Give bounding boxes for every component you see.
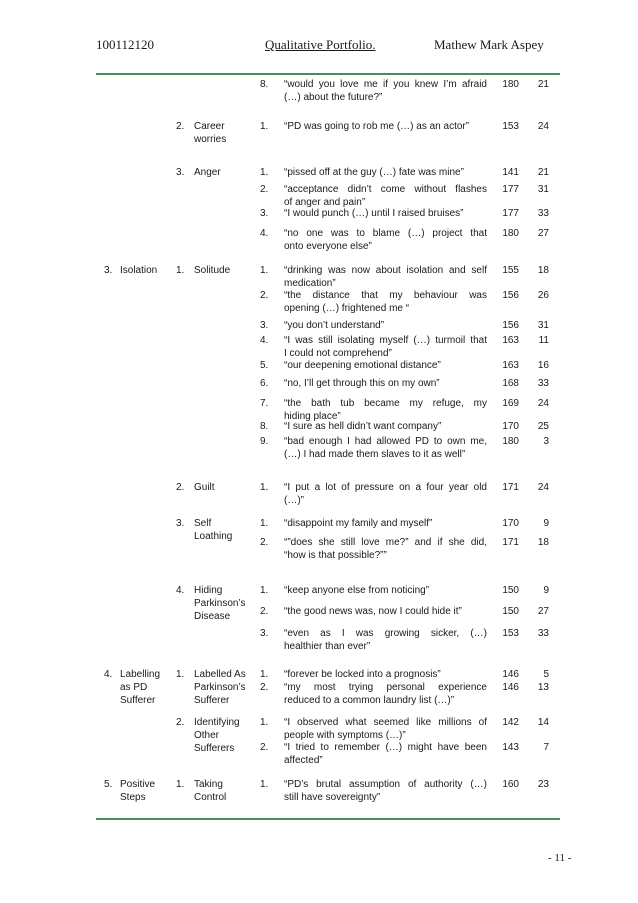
quote-text: hiding place” bbox=[284, 411, 341, 422]
theme-label: Steps bbox=[120, 792, 146, 803]
page-reference: 153 bbox=[502, 121, 519, 132]
quote-number: 1. bbox=[260, 518, 269, 529]
quote-number: 7. bbox=[260, 398, 269, 409]
subtheme-number: 1. bbox=[176, 779, 185, 790]
top-divider bbox=[96, 73, 560, 75]
quote-text: “acceptance didn’t come without flashes bbox=[284, 184, 487, 195]
subtheme-label: worries bbox=[194, 134, 227, 145]
quote-text: “you don’t understand” bbox=[284, 320, 385, 331]
quote-text: “the distance that my behaviour was bbox=[284, 290, 487, 301]
quote-text: “drinking was now about isolation and self bbox=[284, 265, 487, 276]
page-reference: 153 bbox=[502, 628, 519, 639]
quote-text: onto everyone else” bbox=[284, 241, 372, 252]
line-reference: 33 bbox=[537, 628, 549, 639]
line-reference: 16 bbox=[537, 360, 549, 371]
quote-text: of anger and pain” bbox=[284, 197, 366, 208]
quote-text: medication” bbox=[284, 278, 336, 289]
subtheme-label: Sufferer bbox=[194, 695, 230, 706]
quote-text: “pissed off at the guy (…) fate was mine” bbox=[284, 167, 464, 178]
line-reference: 25 bbox=[537, 421, 549, 432]
theme-label: Positive bbox=[120, 779, 156, 790]
subtheme-number: 1. bbox=[176, 669, 185, 680]
quote-text: “even as I was growing sicker, (…) bbox=[284, 628, 487, 639]
page-reference: 150 bbox=[502, 606, 519, 617]
page-reference: 170 bbox=[502, 421, 519, 432]
page-reference: 163 bbox=[502, 360, 519, 371]
subtheme-label: Taking bbox=[194, 779, 223, 790]
quote-text: still have sovereignty” bbox=[284, 792, 381, 803]
quote-number: 2. bbox=[260, 682, 269, 693]
line-reference: 31 bbox=[537, 320, 549, 331]
quote-text: “keep anyone else from noticing” bbox=[284, 585, 430, 596]
quote-number: 1. bbox=[260, 669, 269, 680]
line-reference: 18 bbox=[537, 265, 549, 276]
page-reference: 146 bbox=[502, 669, 519, 680]
subtheme-label: Sufferers bbox=[194, 743, 235, 754]
page-reference: 177 bbox=[502, 208, 519, 219]
page-reference: 160 bbox=[502, 779, 519, 790]
subtheme-label: Hiding bbox=[194, 585, 223, 596]
quote-text: “I put a lot of pressure on a four year old bbox=[284, 482, 487, 493]
page-reference: 142 bbox=[502, 717, 519, 728]
quote-number: 2. bbox=[260, 537, 269, 548]
subtheme-label: Anger bbox=[194, 167, 221, 178]
quote-text: “forever be locked into a prognosis” bbox=[284, 669, 441, 680]
quote-text: “disappoint my family and myself” bbox=[284, 518, 433, 529]
quote-text: “PD’s brutal assumption of authority (…) bbox=[284, 779, 487, 790]
line-reference: 26 bbox=[537, 290, 549, 301]
page-reference: 146 bbox=[502, 682, 519, 693]
theme-label: Isolation bbox=[120, 265, 158, 276]
line-reference: 23 bbox=[537, 779, 549, 790]
page-reference: 141 bbox=[502, 167, 519, 178]
quote-number: 3. bbox=[260, 208, 269, 219]
subtheme-label: Other bbox=[194, 730, 220, 741]
quote-text: “I was still isolating myself (…) turmoil that bbox=[284, 335, 487, 346]
subtheme-number: 2. bbox=[176, 121, 185, 132]
subtheme-number: 4. bbox=[176, 585, 185, 596]
page-reference: 170 bbox=[502, 518, 519, 529]
quote-text: “would you love me if you knew I’m afraid bbox=[284, 79, 487, 90]
quote-number: 3. bbox=[260, 628, 269, 639]
quote-number: 1. bbox=[260, 585, 269, 596]
quote-text: (…) I had made them slaves to it as well” bbox=[284, 449, 466, 460]
line-reference: 3 bbox=[543, 436, 549, 447]
subtheme-label: Solitude bbox=[194, 265, 231, 276]
line-reference: 33 bbox=[537, 378, 549, 389]
page-reference: 177 bbox=[502, 184, 519, 195]
page-reference: 171 bbox=[502, 482, 519, 493]
page-reference: 163 bbox=[502, 335, 519, 346]
page-reference: 156 bbox=[502, 290, 519, 301]
quote-text: “the good news was, now I could hide it” bbox=[284, 606, 462, 617]
line-reference: 7 bbox=[543, 742, 549, 753]
theme-label: Sufferer bbox=[120, 695, 156, 706]
quote-number: 2. bbox=[260, 290, 269, 301]
subtheme-label: Parkinson’s bbox=[194, 682, 246, 693]
line-reference: 27 bbox=[537, 606, 549, 617]
subtheme-number: 3. bbox=[176, 167, 185, 178]
quote-text: opening (…) frightened me “ bbox=[284, 303, 410, 314]
subtheme-label: Parkinson’s bbox=[194, 598, 246, 609]
subtheme-label: Disease bbox=[194, 611, 231, 622]
line-reference: 24 bbox=[537, 398, 549, 409]
subtheme-label: Control bbox=[194, 792, 227, 803]
quote-text: (…) about the future?” bbox=[284, 92, 383, 103]
page-reference: 143 bbox=[502, 742, 519, 753]
subtheme-number: 2. bbox=[176, 717, 185, 728]
quote-number: 1. bbox=[260, 482, 269, 493]
line-reference: 13 bbox=[537, 682, 549, 693]
quote-text: reduced to a common laundry list (…)” bbox=[284, 695, 455, 706]
subtheme-number: 3. bbox=[176, 518, 185, 529]
quote-number: 8. bbox=[260, 79, 269, 90]
bottom-divider bbox=[96, 818, 560, 820]
page-number: - 11 - bbox=[548, 852, 572, 864]
subtheme-label: Career bbox=[194, 121, 225, 132]
quote-number: 4. bbox=[260, 228, 269, 239]
quote-text: (…)” bbox=[284, 495, 304, 506]
quote-text: “I tried to remember (…) might have been bbox=[284, 742, 487, 753]
subtheme-label: Guilt bbox=[194, 482, 215, 493]
quote-text: “how is that possible?”” bbox=[284, 550, 387, 561]
subtheme-number: 2. bbox=[176, 482, 185, 493]
header-document-id: 100112120 bbox=[96, 37, 155, 52]
quote-text: “I sure as hell didn’t want company” bbox=[284, 421, 442, 432]
quote-number: 1. bbox=[260, 265, 269, 276]
subtheme-label: Self bbox=[194, 518, 212, 529]
quote-text: “the bath tub became my refuge, my bbox=[284, 398, 487, 409]
quote-number: 2. bbox=[260, 742, 269, 753]
page-reference: 168 bbox=[502, 378, 519, 389]
subtheme-label: Loathing bbox=[194, 531, 233, 542]
quote-number: 3. bbox=[260, 320, 269, 331]
quote-number: 1. bbox=[260, 717, 269, 728]
page-reference: 155 bbox=[502, 265, 519, 276]
page-reference: 171 bbox=[502, 537, 519, 548]
quote-text: “I would punch (…) until I raised bruises” bbox=[284, 208, 464, 219]
quote-text: “no one was to blame (…) project that bbox=[284, 228, 487, 239]
quote-number: 4. bbox=[260, 335, 269, 346]
page-reference: 150 bbox=[502, 585, 519, 596]
page-reference: 169 bbox=[502, 398, 519, 409]
line-reference: 21 bbox=[537, 79, 549, 90]
line-reference: 24 bbox=[537, 482, 549, 493]
theme-label: as PD bbox=[120, 682, 148, 693]
quote-number: 2. bbox=[260, 184, 269, 195]
subtheme-label: Identifying bbox=[194, 717, 240, 728]
header-title: Qualitative Portfolio. bbox=[265, 37, 376, 52]
theme-number: 5. bbox=[104, 779, 113, 790]
header-author: Mathew Mark Aspey bbox=[434, 37, 544, 52]
subtheme-number: 1. bbox=[176, 265, 185, 276]
theme-number: 4. bbox=[104, 669, 113, 680]
quote-text: “our deepening emotional distance” bbox=[284, 360, 441, 371]
quote-text: “my most trying personal experience bbox=[284, 682, 487, 693]
line-reference: 11 bbox=[538, 335, 549, 346]
line-reference: 21 bbox=[537, 167, 549, 178]
line-reference: 9 bbox=[543, 518, 549, 529]
quote-text: I could not comprehend” bbox=[284, 348, 392, 359]
subtheme-label: Labelled As bbox=[194, 669, 246, 680]
theme-number: 3. bbox=[104, 265, 113, 276]
quote-number: 1. bbox=[260, 167, 269, 178]
quote-number: 6. bbox=[260, 378, 269, 389]
page-reference: 156 bbox=[502, 320, 519, 331]
quote-text: “no, I’ll get through this on my own” bbox=[284, 378, 440, 389]
line-reference: 18 bbox=[537, 537, 549, 548]
quote-number: 5. bbox=[260, 360, 269, 371]
quote-text: healthier than ever” bbox=[284, 641, 371, 652]
quote-text: “bad enough I had allowed PD to own me, bbox=[284, 436, 487, 447]
quote-number: 8. bbox=[260, 421, 269, 432]
quote-text: “I observed what seemed like millions of bbox=[284, 717, 487, 728]
quote-number: 2. bbox=[260, 606, 269, 617]
line-reference: 24 bbox=[537, 121, 549, 132]
line-reference: 5 bbox=[543, 669, 549, 680]
quote-text: “”does she still love me?” and if she did, bbox=[284, 537, 487, 548]
quote-text: people with symptoms (…)” bbox=[284, 730, 406, 741]
line-reference: 27 bbox=[537, 228, 549, 239]
line-reference: 31 bbox=[537, 184, 549, 195]
theme-label: Labelling bbox=[120, 669, 161, 680]
page-reference: 180 bbox=[502, 436, 519, 447]
line-reference: 33 bbox=[537, 208, 549, 219]
quote-text: affected” bbox=[284, 755, 323, 766]
line-reference: 14 bbox=[537, 717, 549, 728]
page-reference: 180 bbox=[502, 228, 519, 239]
page-reference: 180 bbox=[502, 79, 519, 90]
quote-number: 1. bbox=[260, 779, 269, 790]
quote-text: “PD was going to rob me (…) as an actor” bbox=[284, 121, 470, 132]
quote-number: 9. bbox=[260, 436, 269, 447]
line-reference: 9 bbox=[543, 585, 549, 596]
quote-number: 1. bbox=[260, 121, 269, 132]
